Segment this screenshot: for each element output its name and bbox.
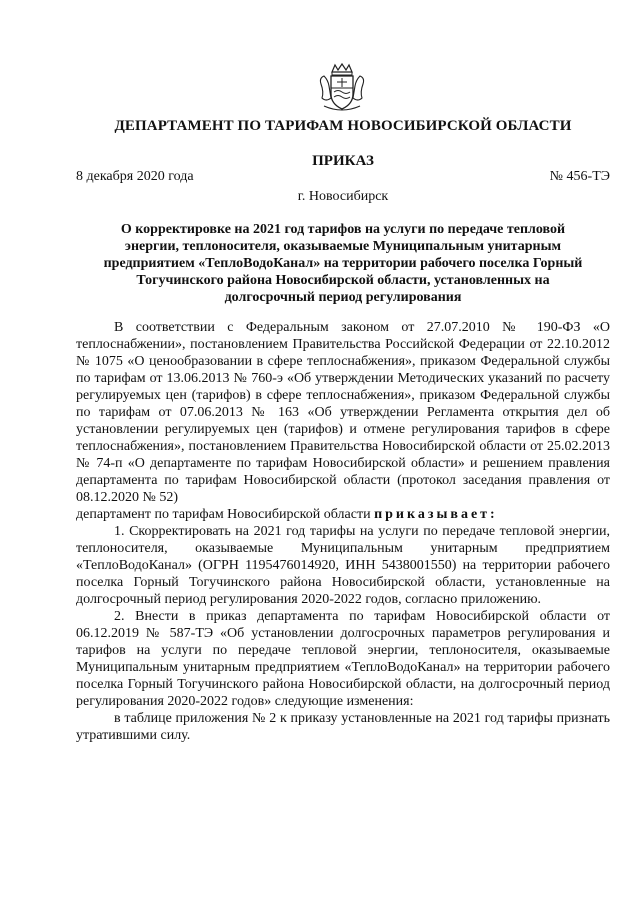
item-2-paragraph: 2. Внести в приказ департамента по тарифам Новосибирской области от 06.12.2019 № 587-ТЭ «Об установлении долгосрочных параметров регулирования и тарифов на услуги по передаче тепловой энергии, теплоносителя, оказываемые Муниципальным унитарным предприятием «ТеплоВодоКанал» на территории рабочего поселка Горный Тогучинского района Новосибирской области, на долгосрочный период регулирования 2020-2022 годов» следующие изменения:: [76, 609, 610, 709]
order-subject: О корректировке на 2021 год тарифов на услуги по передаче тепловой энергии, теплоносителя, оказываемые Муниципальным унитарным предприятием «ТеплоВодоКанал» на территории рабочего поселка Горный Тогучинского района Новосибирской области, установленных на долгосрочный период регулирования: [103, 222, 583, 305]
city: г. Новосибирск: [297, 189, 389, 204]
novosibirsk-coat-of-arms-icon: [316, 62, 368, 114]
item-2-sub-paragraph: в таблице приложения № 2 к приказу установленные на 2021 год тарифы признать утратившими силу.: [76, 711, 610, 743]
item-1-paragraph: 1. Скорректировать на 2021 год тарифы на услуги по передаче тепловой энергии, теплоносителя, оказываемые Муниципальным унитарным предприятием «ТеплоВодоКанал» (ОГРН 1195476014920, ИНН 5438001550) на территории рабочего поселка Горный Тогучинского района Новосибирской области, установленные на долгосрочный период регулирования 2020-2022 годов, согласно приложению.: [76, 524, 610, 607]
document-type: ПРИКАЗ: [312, 153, 374, 169]
department-name: ДЕПАРТАМЕНТ ПО ТАРИФАМ НОВОСИБИРСКОЙ ОБЛАСТИ: [114, 118, 572, 134]
order-body: [76, 319, 610, 744]
order-keyword: приказывает:: [374, 507, 498, 522]
order-intro-paragraph: [76, 506, 610, 523]
order-intro-text: департамент по тарифам Новосибирской области: [76, 507, 371, 522]
preamble-paragraph: В соответствии с Федеральным законом от 27.07.2010 № 190-ФЗ «О теплоснабжении», постановлением Правительства Российской Федерации от 22.10.2012 № 1075 «О ценообразовании в сфере теплоснабжения», приказом Федеральной службы по тарифам от 13.06.2013 № 760-э «Об утверждении Методических указаний по расчету регулируемых цен (тарифов) в сфере теплоснабжения», приказом Федеральной службы по тарифам от 07.06.2013 № 163 «Об утверждении Регламента открытия дел об установлении регулируемых цен (тарифов) и отмене регулирования тарифов в сфере теплоснабжения», постановлением Правительства Новосибирской области от 25.02.2013 № 74-п «О департаменте по тарифам Новосибирской области» и решением правления департамента по тарифам Новосибирской области (протокол заседания правления от 08.12.2020 № 52): [76, 320, 610, 505]
order-number: № 456-ТЭ: [549, 169, 610, 184]
order-date: 8 декабря 2020 года: [76, 169, 194, 184]
